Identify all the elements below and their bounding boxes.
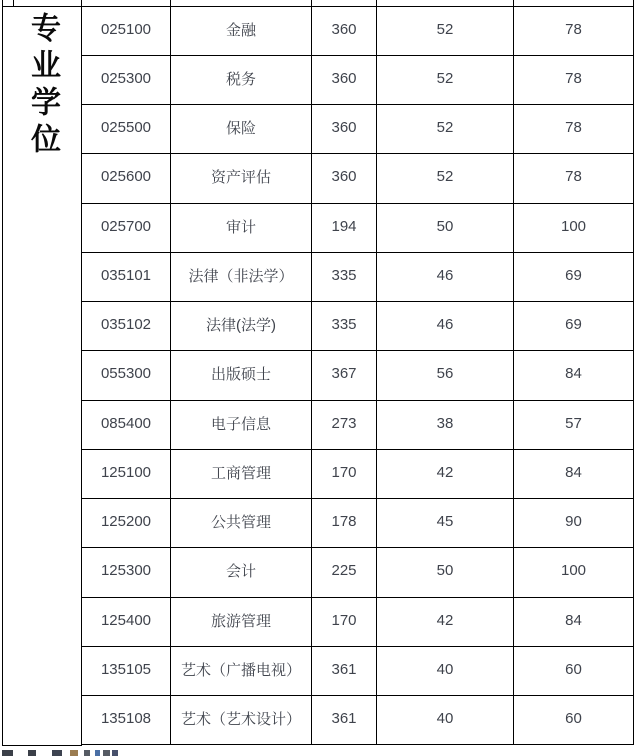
major-code-cell: 035102 bbox=[82, 302, 171, 351]
major-code-cell: 025500 bbox=[82, 105, 171, 154]
section-label: 专业学位 bbox=[26, 12, 59, 160]
major-name-cell: 艺术（广播电视） bbox=[171, 646, 312, 695]
table-row bbox=[82, 597, 634, 646]
total-score-cell: 170 bbox=[312, 449, 377, 498]
single-subject-score-cell: 46 bbox=[377, 302, 514, 351]
total-score-cell: 361 bbox=[312, 646, 377, 695]
major-name-cell: 公共管理 bbox=[171, 499, 312, 548]
double-subject-score-cell: 100 bbox=[514, 548, 634, 597]
total-score-cell: 170 bbox=[312, 597, 377, 646]
table-row bbox=[82, 6, 634, 55]
table-row bbox=[82, 548, 634, 597]
clipped-glyph-fragment bbox=[103, 750, 110, 756]
major-name-cell: 出版硕士 bbox=[171, 351, 312, 400]
double-subject-score-cell: 78 bbox=[514, 6, 634, 55]
single-subject-score-cell: 42 bbox=[377, 597, 514, 646]
double-subject-score-cell: 84 bbox=[514, 597, 634, 646]
clipped-glyph-fragment bbox=[95, 750, 100, 756]
major-code-cell: 125100 bbox=[82, 449, 171, 498]
double-subject-score-cell: 60 bbox=[514, 696, 634, 745]
major-name-cell: 旅游管理 bbox=[171, 597, 312, 646]
clipped-glyph-fragment bbox=[112, 750, 118, 756]
clipped-glyph-fragment bbox=[2, 750, 13, 756]
table-row bbox=[82, 252, 634, 301]
total-score-cell: 225 bbox=[312, 548, 377, 597]
clipped-glyph-fragment bbox=[84, 750, 90, 756]
clipped-glyph-fragment bbox=[52, 750, 62, 756]
double-subject-score-cell: 57 bbox=[514, 400, 634, 449]
single-subject-score-cell: 52 bbox=[377, 154, 514, 203]
double-subject-score-cell: 78 bbox=[514, 154, 634, 203]
table-row bbox=[82, 646, 634, 695]
total-score-cell: 194 bbox=[312, 203, 377, 252]
single-subject-score-cell: 52 bbox=[377, 6, 514, 55]
single-subject-score-cell: 46 bbox=[377, 252, 514, 301]
major-name-cell: 资产评估 bbox=[171, 154, 312, 203]
clipped-glyph-fragment bbox=[70, 750, 78, 756]
major-code-cell: 125300 bbox=[82, 548, 171, 597]
table-row bbox=[82, 499, 634, 548]
single-subject-score-cell: 40 bbox=[377, 696, 514, 745]
double-subject-score-cell: 78 bbox=[514, 55, 634, 104]
major-code-cell: 035101 bbox=[82, 252, 171, 301]
major-name-cell: 税务 bbox=[171, 55, 312, 104]
major-name-cell: 审计 bbox=[171, 203, 312, 252]
double-subject-score-cell: 84 bbox=[514, 449, 634, 498]
major-code-cell: 085400 bbox=[82, 400, 171, 449]
single-subject-score-cell: 38 bbox=[377, 400, 514, 449]
table-row bbox=[82, 154, 634, 203]
total-score-cell: 335 bbox=[312, 302, 377, 351]
total-score-cell: 273 bbox=[312, 400, 377, 449]
major-name-cell: 法律(法学) bbox=[171, 302, 312, 351]
table-row bbox=[82, 55, 634, 104]
major-code-cell: 025300 bbox=[82, 55, 171, 104]
double-subject-score-cell: 100 bbox=[514, 203, 634, 252]
table-row bbox=[82, 449, 634, 498]
major-code-cell: 135108 bbox=[82, 696, 171, 745]
double-subject-score-cell: 69 bbox=[514, 302, 634, 351]
table-row bbox=[82, 351, 634, 400]
table-row bbox=[82, 302, 634, 351]
table-row bbox=[82, 400, 634, 449]
major-name-cell: 保险 bbox=[171, 105, 312, 154]
major-code-cell: 125400 bbox=[82, 597, 171, 646]
section-header-professional-degree bbox=[2, 6, 82, 746]
major-name-cell: 法律（非法学） bbox=[171, 252, 312, 301]
clipped-bottom-text bbox=[0, 750, 640, 756]
total-score-cell: 360 bbox=[312, 6, 377, 55]
major-code-cell: 025100 bbox=[82, 6, 171, 55]
double-subject-score-cell: 69 bbox=[514, 252, 634, 301]
single-subject-score-cell: 45 bbox=[377, 499, 514, 548]
double-subject-score-cell: 84 bbox=[514, 351, 634, 400]
single-subject-score-cell: 52 bbox=[377, 105, 514, 154]
total-score-cell: 367 bbox=[312, 351, 377, 400]
major-name-cell: 会计 bbox=[171, 548, 312, 597]
major-name-cell: 金融 bbox=[171, 6, 312, 55]
major-name-cell: 电子信息 bbox=[171, 400, 312, 449]
total-score-cell: 178 bbox=[312, 499, 377, 548]
single-subject-score-cell: 52 bbox=[377, 55, 514, 104]
table-row bbox=[82, 203, 634, 252]
double-subject-score-cell: 60 bbox=[514, 646, 634, 695]
major-code-cell: 135105 bbox=[82, 646, 171, 695]
double-subject-score-cell: 90 bbox=[514, 499, 634, 548]
table-row bbox=[82, 696, 634, 745]
total-score-cell: 335 bbox=[312, 252, 377, 301]
total-score-cell: 361 bbox=[312, 696, 377, 745]
major-code-cell: 025700 bbox=[82, 203, 171, 252]
double-subject-score-cell: 78 bbox=[514, 105, 634, 154]
single-subject-score-cell: 50 bbox=[377, 203, 514, 252]
single-subject-score-cell: 42 bbox=[377, 449, 514, 498]
major-name-cell: 工商管理 bbox=[171, 449, 312, 498]
single-subject-score-cell: 50 bbox=[377, 548, 514, 597]
total-score-cell: 360 bbox=[312, 105, 377, 154]
total-score-cell: 360 bbox=[312, 154, 377, 203]
major-code-cell: 055300 bbox=[82, 351, 171, 400]
scores-table bbox=[81, 0, 634, 745]
major-name-cell: 艺术（艺术设计） bbox=[171, 696, 312, 745]
major-code-cell: 125200 bbox=[82, 499, 171, 548]
total-score-cell: 360 bbox=[312, 55, 377, 104]
table-row bbox=[82, 105, 634, 154]
clipped-glyph-fragment bbox=[28, 750, 36, 756]
major-code-cell: 025600 bbox=[82, 154, 171, 203]
single-subject-score-cell: 56 bbox=[377, 351, 514, 400]
single-subject-score-cell: 40 bbox=[377, 646, 514, 695]
